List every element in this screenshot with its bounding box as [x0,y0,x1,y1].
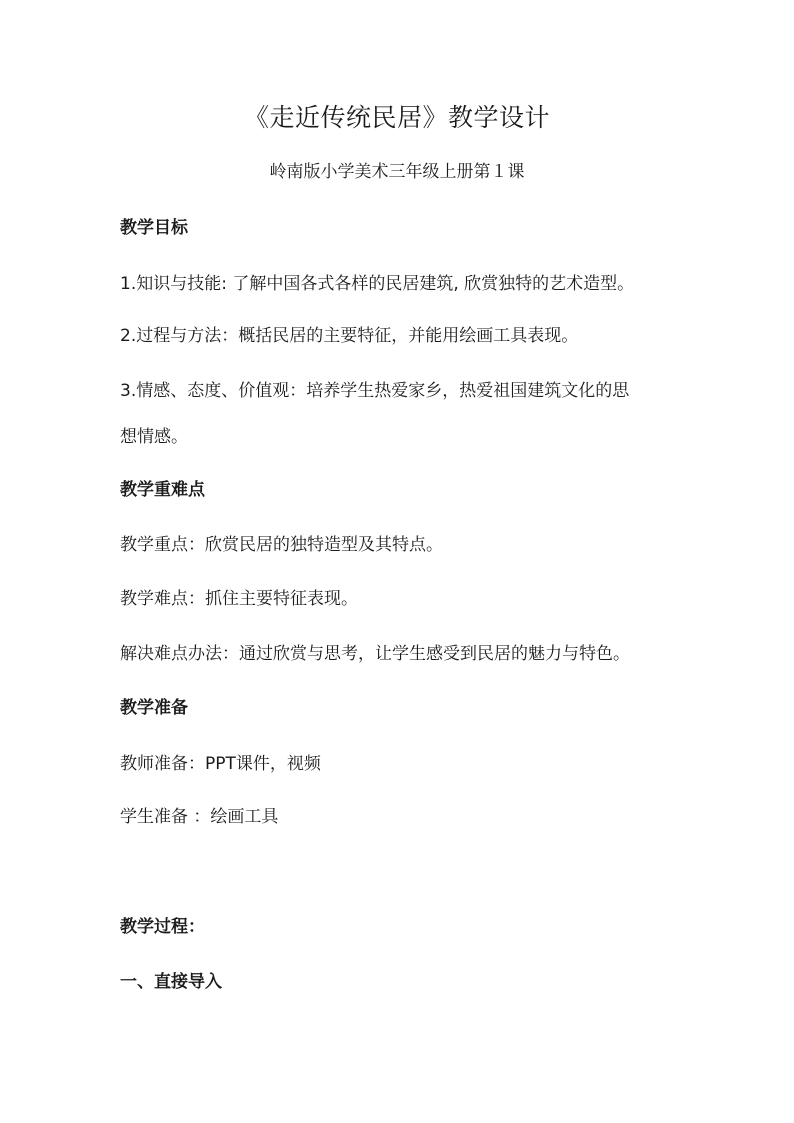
heading-objectives: 教学目标 [120,218,188,238]
objective-item-3-line-1: 3.情感、态度、价值观：培养学生热爱家乡，热爱祖国建筑文化的思 [120,381,630,401]
objective-item-3-line-2: 想情感。 [120,427,188,447]
key-point-difficulty: 教学难点：抓住主要特征表现。 [120,589,358,609]
preparation-student: 学生准备 ：绘画工具 [120,807,279,827]
key-point-solution: 解决难点办法：通过欣赏与思考，让学生感受到民居的魅力与特色。 [120,644,630,664]
document-title: 《走近传统民居》教学设计 [243,103,550,132]
key-point-focus: 教学重点：欣赏民居的独特造型及其特点。 [120,535,443,555]
objective-item-1: 1.知识与技能: 了解中国各式各样的民居建筑, 欣赏独特的艺术造型。 [120,274,635,294]
process-step-1: 一、直接导入 [120,972,222,992]
heading-process: 教学过程： [120,917,205,937]
heading-preparation: 教学准备 [120,698,188,718]
heading-key-points: 教学重难点 [120,480,205,500]
document-subtitle: 岭南版小学美术三年级上册第１课 [269,162,525,182]
objective-item-2: 2.过程与方法：概括民居的主要特征，并能用绘画工具表现。 [120,326,579,346]
preparation-teacher: 教师准备：PPT课件，视频 [120,754,321,774]
